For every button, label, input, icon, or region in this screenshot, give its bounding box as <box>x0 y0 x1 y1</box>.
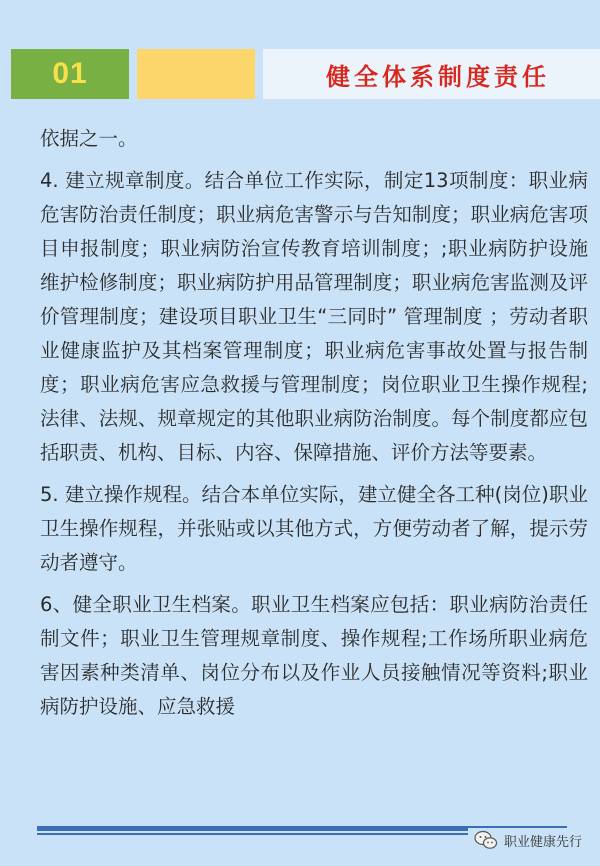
section-title: 健全体系制度责任 <box>326 61 550 91</box>
decorative-yellow-block <box>137 49 255 99</box>
section-number: 01 <box>52 57 88 90</box>
paragraph: 5. 建立操作规程。结合本单位实际，建立健全各工种(岗位)职业卫生操作规程，并张贴或以其他方式，方便劳动者了解，提示劳动者遵守。 <box>40 483 588 574</box>
paragraph: 6、健全职业卫生档案。职业卫生档案应包括：职业病防治责任制文件；职业卫生管理规章制度、操作规程;工作场所职业病危害因素种类清单、岗位分布以及作业人员接触情况等资料;职业病防护设施、应急救援 <box>40 593 588 718</box>
section-header <box>11 49 600 99</box>
watermark-text: 职业健康先行 <box>503 834 582 850</box>
paragraph: 依据之一。 <box>40 127 138 150</box>
section-number-box <box>11 49 129 99</box>
paragraph: 4. 建立规章制度。结合单位工作实际，制定13项制度：职业病危害防治责任制度；职业病危害警示与告知制度；职业病危害项目申报制度；职业病防治宣传教育培训制度；;职业病防护设施维护检修制度；职业病防护用品管理制度；职业病危害监测及评价管理制度；建设项目职业卫生“三同时” 管理制度 ；劳动者职业健康监护及其档案管理制度；职业病危害事故处置与报告制度；职业病危害应急救援与管理制度；岗位职业卫生操作规程;法律、法规、规章规定的其他职业病防治制度。每个制度都应包括职责、机构、目标、内容、保障措施、评价方法等要素。 <box>40 169 588 464</box>
article-body <box>40 122 588 732</box>
watermark <box>468 828 582 852</box>
wechat-icon <box>474 830 498 850</box>
section-title-box <box>263 49 600 99</box>
